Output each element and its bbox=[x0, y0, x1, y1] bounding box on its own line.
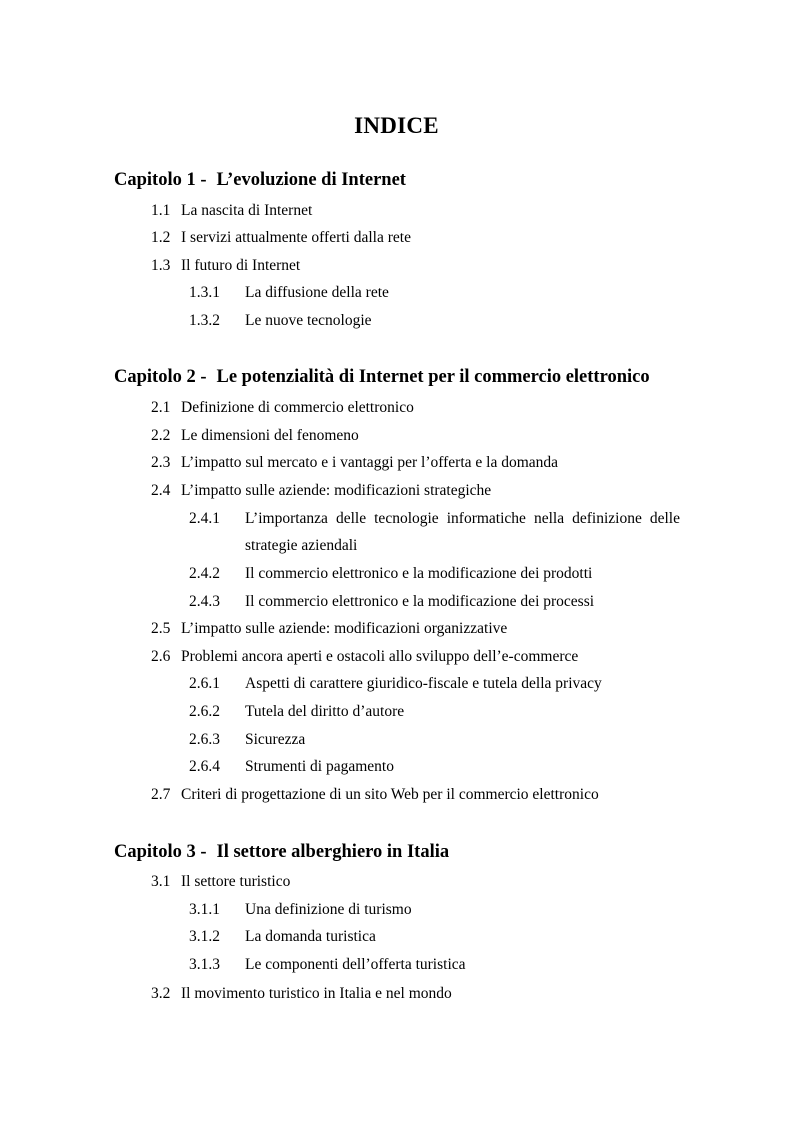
toc-entry-2-6-1 bbox=[189, 675, 602, 693]
entry-title: I servizi attualmente offerti dalla rete bbox=[181, 229, 411, 246]
page-title: INDICE bbox=[354, 113, 439, 138]
entry-title: L’impatto sulle aziende: modificazioni organizzative bbox=[181, 620, 508, 637]
chapter-title: L’evoluzione di Internet bbox=[216, 170, 406, 190]
entry-number: 2.1 bbox=[151, 399, 171, 416]
entry-number: 3.1.1 bbox=[189, 901, 220, 918]
entry-number: 2.4.3 bbox=[189, 593, 220, 610]
entry-title: Il futuro di Internet bbox=[181, 257, 301, 274]
toc-entry-2-4 bbox=[151, 482, 491, 500]
entry-title: Il commercio elettronico e la modificazione dei prodotti bbox=[245, 565, 593, 582]
entry-number: 1.3.2 bbox=[189, 312, 220, 329]
toc-entry-2-4-1 bbox=[189, 510, 680, 528]
entry-number: 2.4.1 bbox=[189, 510, 220, 527]
entry-number: 1.3 bbox=[151, 257, 171, 274]
toc-entry-3-1-1 bbox=[189, 901, 412, 919]
entry-number: 3.1.2 bbox=[189, 928, 220, 945]
toc-entry-1-2 bbox=[151, 229, 411, 247]
toc-entry-2-2 bbox=[151, 427, 359, 445]
toc-entry-2-1 bbox=[151, 399, 414, 417]
entry-number: 1.1 bbox=[151, 202, 171, 219]
entry-number: 2.7 bbox=[151, 786, 171, 803]
entry-number: 2.6.3 bbox=[189, 731, 220, 748]
entry-title: Problemi ancora aperti e ostacoli allo sviluppo dell’e-commerce bbox=[181, 648, 579, 665]
entry-title: Strumenti di pagamento bbox=[245, 758, 394, 775]
toc-entry-2-4-3 bbox=[189, 593, 594, 611]
entry-number: 2.2 bbox=[151, 427, 171, 444]
entry-title: Una definizione di turismo bbox=[245, 901, 412, 918]
entry-number: 1.2 bbox=[151, 229, 171, 246]
chapter-label: Capitolo 3 - bbox=[114, 842, 207, 862]
entry-number: 2.6.4 bbox=[189, 758, 220, 775]
entry-title: Il settore turistico bbox=[181, 873, 291, 890]
entry-number: 2.6.1 bbox=[189, 675, 220, 692]
chapter-2-heading bbox=[114, 367, 650, 388]
entry-title: La diffusione della rete bbox=[245, 284, 389, 301]
toc-entry-1-3-1 bbox=[189, 284, 389, 302]
chapter-title: Il settore alberghiero in Italia bbox=[216, 842, 450, 862]
toc-entry-2-6-3 bbox=[189, 731, 305, 749]
entry-number: 2.6 bbox=[151, 648, 171, 665]
entry-title: Le nuove tecnologie bbox=[245, 312, 372, 329]
toc-entry-2-6-4 bbox=[189, 758, 394, 776]
toc-entry-3-1-2 bbox=[189, 928, 376, 946]
entry-title: Le dimensioni del fenomeno bbox=[181, 427, 359, 444]
entry-number: 3.1.3 bbox=[189, 956, 220, 973]
entry-title: Il commercio elettronico e la modificazione dei processi bbox=[245, 593, 595, 610]
toc-entry-3-1-3 bbox=[189, 956, 466, 974]
entry-number: 3.2 bbox=[151, 985, 171, 1002]
chapter-3-heading bbox=[114, 842, 449, 863]
toc-entry-2-3 bbox=[151, 454, 558, 472]
entry-title: L’importanza delle tecnologie informatiche nella definizione delle bbox=[245, 510, 680, 527]
toc-entry-2-4-1-continuation bbox=[245, 537, 357, 555]
toc-entry-2-4-2 bbox=[189, 565, 592, 583]
entry-title: Definizione di commercio elettronico bbox=[181, 399, 414, 416]
toc-entry-2-6-2 bbox=[189, 703, 404, 721]
entry-title: La nascita di Internet bbox=[181, 202, 313, 219]
entry-number: 3.1 bbox=[151, 873, 171, 890]
toc-entry-3-2 bbox=[151, 985, 452, 1003]
chapter-title: Le potenzialità di Internet per il commercio elettronico bbox=[216, 367, 650, 387]
chapter-label: Capitolo 2 - bbox=[114, 367, 207, 387]
entry-number: 2.4 bbox=[151, 482, 171, 499]
toc-entry-2-7 bbox=[151, 786, 599, 804]
entry-number: 1.3.1 bbox=[189, 284, 220, 301]
toc-entry-3-1 bbox=[151, 873, 290, 891]
entry-title: Le componenti dell’offerta turistica bbox=[245, 956, 466, 973]
toc-entry-1-3-2 bbox=[189, 312, 372, 330]
toc-entry-1-3 bbox=[151, 257, 300, 275]
entry-title-continuation: strategie aziendali bbox=[245, 537, 358, 554]
entry-number: 2.3 bbox=[151, 454, 171, 471]
entry-title: La domanda turistica bbox=[245, 928, 376, 945]
entry-number: 2.4.2 bbox=[189, 565, 220, 582]
toc-entry-2-6 bbox=[151, 648, 578, 666]
entry-title: L’impatto sul mercato e i vantaggi per l’offerta e la domanda bbox=[181, 454, 559, 471]
chapter-1-heading bbox=[114, 170, 406, 191]
entry-title: Criteri di progettazione di un sito Web per il commercio elettronico bbox=[181, 786, 599, 803]
entry-title: L’impatto sulle aziende: modificazioni strategiche bbox=[181, 482, 492, 499]
entry-title: Tutela del diritto d’autore bbox=[245, 703, 405, 720]
entry-number: 2.6.2 bbox=[189, 703, 220, 720]
toc-entry-1-1 bbox=[151, 202, 312, 220]
entry-title: Sicurezza bbox=[245, 731, 306, 748]
toc-entry-2-5 bbox=[151, 620, 507, 638]
entry-title: Aspetti di carattere giuridico-fiscale e tutela della privacy bbox=[245, 675, 602, 692]
entry-title: Il movimento turistico in Italia e nel mondo bbox=[181, 985, 452, 1002]
entry-number: 2.5 bbox=[151, 620, 171, 637]
chapter-label: Capitolo 1 - bbox=[114, 170, 207, 190]
